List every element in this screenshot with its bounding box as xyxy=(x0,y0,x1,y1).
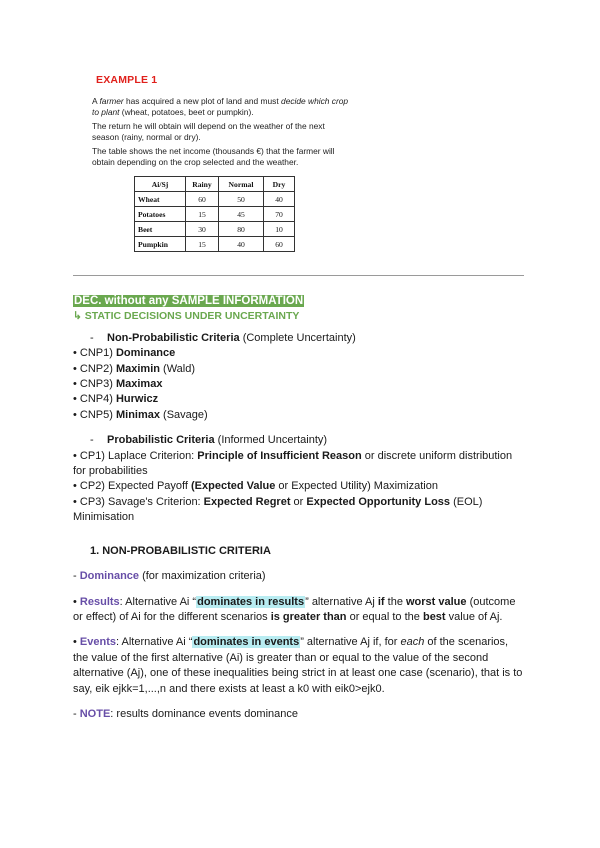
results-paragraph: • Results: Alternative Ai “dominates in results” alternative Aj if the worst value (outcome or effect) of Ai for the different scenarios is greater than or equal to the best value of Aj. xyxy=(73,595,516,623)
table-header-cell: Dry xyxy=(264,177,295,192)
table-cell: 15 xyxy=(186,207,219,222)
table-cell: 45 xyxy=(219,207,264,222)
table-header-cell: Ai/Sj xyxy=(135,177,186,192)
list-item: • CP2) Expected Payoff (Expected Value or Expected Utility) Maximization xyxy=(73,480,438,493)
row-label: Potatoes xyxy=(135,207,186,222)
note-line: - NOTE: results dominance events dominance xyxy=(73,707,299,720)
example-paragraph-1: A farmer has acquired a new plot of land and must decide which crop to plant (wheat, potatoes, beet or pumpkin). xyxy=(92,96,349,117)
example-paragraph-3: The table shows the net income (thousands €) that the farmer will obtain depending on the crop selected and the weather. xyxy=(92,146,335,167)
example-title: EXAMPLE 1 xyxy=(96,74,158,86)
table-header-cell: Rainy xyxy=(186,177,219,192)
list-item: • CNP4) Hurwicz xyxy=(73,393,159,406)
example-paragraph-2: The return he will obtain will depend on the weather of the next season (rainy, normal or dry). xyxy=(92,121,325,142)
table-cell: 70 xyxy=(264,207,295,222)
table-row xyxy=(135,237,295,252)
table-row xyxy=(135,222,295,237)
list-item: • CP3) Savage's Criterion: Expected Regret or Expected Opportunity Loss (EOL) Minimisation xyxy=(73,495,483,524)
table-cell: 60 xyxy=(264,237,295,252)
table-cell: 50 xyxy=(219,192,264,207)
list-item: • CNP2) Maximin (Wald) xyxy=(73,362,196,375)
prob-heading: - Probabilistic Criteria (Informed Uncertainty) xyxy=(90,434,328,447)
events-paragraph: • Events: Alternative Ai “dominates in events” alternative Aj if, for each of the scenarios, the value of the first alternative (Ai) is greater than or equal to the value of the second alternative (Aj), one of these inequalities being strict in at least one case (scenario), that is to say, eik ejkk=1,...,n and there exists at least a k0 with eik0>ejk0. xyxy=(73,636,523,695)
table-cell: 40 xyxy=(219,237,264,252)
table-cell: 60 xyxy=(186,192,219,207)
table-cell: 30 xyxy=(186,222,219,237)
row-label: Wheat xyxy=(135,192,186,207)
notes-body xyxy=(73,294,523,722)
section-heading: DEC. without any SAMPLE INFORMATION xyxy=(74,295,304,307)
section-title: 1. NON-PROBABILISTIC CRITERIA xyxy=(90,544,271,557)
table-cell: 40 xyxy=(264,192,295,207)
list-item: • CNP3) Maximax xyxy=(73,378,163,391)
table-cell: 10 xyxy=(264,222,295,237)
subheading: ↳ STATIC DECISIONS UNDER UNCERTAINTY xyxy=(73,310,300,323)
horizontal-divider xyxy=(73,275,524,276)
nonprob-heading: - Non-Probabilistic Criteria (Complete Uncertainty) xyxy=(90,331,356,344)
table-row xyxy=(135,207,295,222)
list-item: • CP1) Laplace Criterion: Principle of Insufficient Reason or discrete uniform distribution for probabilities xyxy=(73,449,513,478)
row-label: Beet xyxy=(135,222,186,237)
table-cell: 15 xyxy=(186,237,219,252)
table-cell: 80 xyxy=(219,222,264,237)
list-item: • CNP5) Minimax (Savage) xyxy=(73,408,208,421)
row-label: Pumpkin xyxy=(135,237,186,252)
table-header-row xyxy=(135,177,295,192)
list-item: • CNP1) Dominance xyxy=(73,347,176,360)
dominance-line: - Dominance (for maximization criteria) xyxy=(73,570,266,583)
table-header-cell: Normal xyxy=(219,177,264,192)
payoff-table xyxy=(134,176,295,252)
table-row xyxy=(135,192,295,207)
